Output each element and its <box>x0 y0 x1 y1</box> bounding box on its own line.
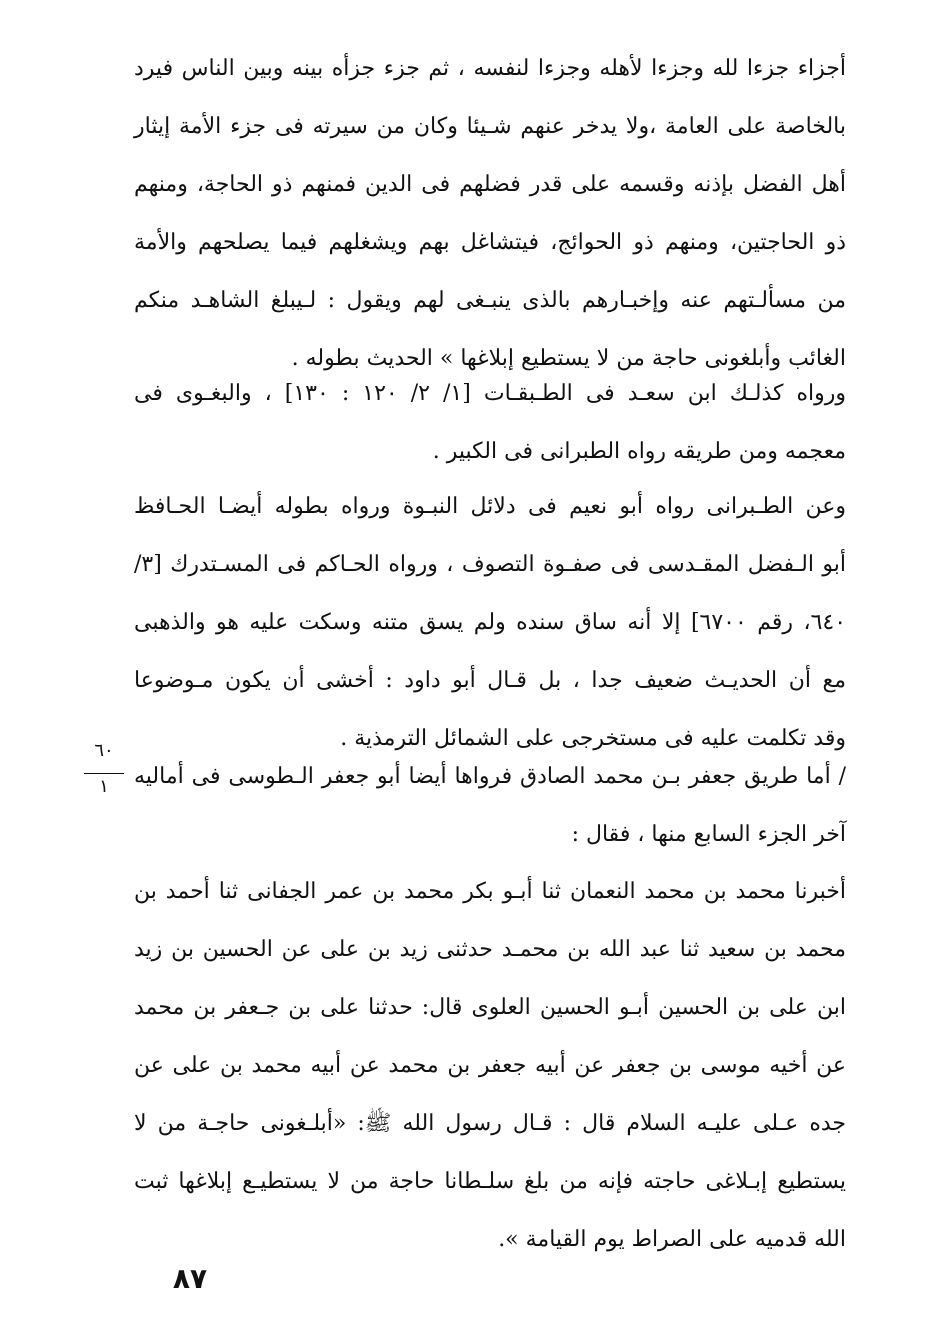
text-line: وعن الطـبرانى رواه أبو نعيم فى دلائل النبـوة ورواه بطوله أيضـا الحـافظ <box>134 494 846 519</box>
text-line: من مسألـتهم عنه وإخبـارهم بالذى ينبـغى لهم ويقول : لـيبلغ الشاهـد منكم <box>134 288 846 313</box>
text-line: محمد بن سعيد ثنا عبد الله بن محمـد حدثنى زيد بن على عن الحسين بن زيد <box>134 937 846 962</box>
text-line: أخبرنا محمد بن محمد النعمان ثنا أبـو بكر محمد بن عمر الجفانى ثنا أحمد بن <box>134 879 846 904</box>
text-line: معجمه ومن طريقه رواه الطبرانى فى الكبير . <box>432 439 846 464</box>
margin-folio-marker <box>78 740 130 820</box>
text-line: ذو الحاجتين، ومنهم ذو الحوائج، فيتشاغل بهم ويشغلهم فيما يصلحهم والأمة <box>134 230 846 255</box>
text-line: جده عـلى عليـه السلام قال : قـال رسول الله ﷺ: «أبلـغونى حاجـة من لا <box>134 1111 846 1136</box>
text-line: عن أخيه موسى بن جعفر عن أبيه جعفر بن محمد عن أبيه محمد بن على عن <box>134 1053 846 1078</box>
text-line: ورواه كذلـك ابن سعـد فى الطـبقـات [١/ ٢/ ١٢٠ : ١٣٠] ، والبغـوى فى <box>134 381 847 406</box>
paragraph-1 <box>134 40 846 388</box>
text-line: ابن على بن الحسين أبـو الحسين العلوى قال: حدثنا على بن جـعفر بن محمد <box>134 995 846 1020</box>
text-line: وقد تكلمت عليه فى مستخرجى على الشمائل الترمذية . <box>340 726 846 751</box>
page-number: ٨٧ <box>172 1262 208 1295</box>
paragraph-3 <box>134 478 846 768</box>
paragraph-5 <box>134 863 846 1269</box>
margin-marker-bottom: ١ <box>99 776 109 797</box>
text-line: آخر الجزء السابع منها ، فقال : <box>571 822 846 847</box>
paragraph-4 <box>134 748 846 864</box>
text-line: مع أن الحديـث ضعيف جدا ، بل قـال أبو داود : أخشى أن يكون مـوضوعا <box>134 668 846 693</box>
text-line: أبو الـفضل المقـدسى فى صفـوة التصوف ، ورواه الحـاكم فى المسـتدرك [٣/ <box>134 552 846 577</box>
text-line: الله قدميه على الصراط يوم القيامة ». <box>498 1227 846 1252</box>
text-line: أجزاء جزءا لله وجزءا لأهله وجزءا لنفسه ، ثم جزء جزأه بينه وبين الناس فيرد <box>134 56 846 81</box>
margin-marker-rule <box>84 773 124 774</box>
text-line: أهل الفضل بإذنه وقسمه على قدر فضلهم فى الدين فمنهم ذو الحاجة، ومنهم <box>134 172 846 197</box>
text-line: / أما طريق جعفر بـن محمد الصادق فرواها أيضا أبو جعفر الـطوسى فى أماليه <box>134 764 846 789</box>
text-line: الغائب وأبلغونى حاجة من لا يستطيع إبلاغها » الحديث بطوله . <box>291 346 846 371</box>
text-line: ٦٤٠، رقم ٦٧٠٠] إلا أنه ساق سنده ولم يسق متنه وسكت عليه هو والذهبى <box>134 610 847 635</box>
paragraph-2 <box>134 365 846 481</box>
margin-marker-top: ٦٠ <box>94 740 114 761</box>
text-line: يستطيع إبـلاغى حاجته فإنه من بلغ سلـطانا حاجة من لا يستطيـع إبلاغها ثبت <box>134 1169 846 1194</box>
text-line: بالخاصة على العامة ،ولا يدخر عنهم شـيئا وكان من سيرته فى جزء الأمة إيثار <box>134 114 846 139</box>
